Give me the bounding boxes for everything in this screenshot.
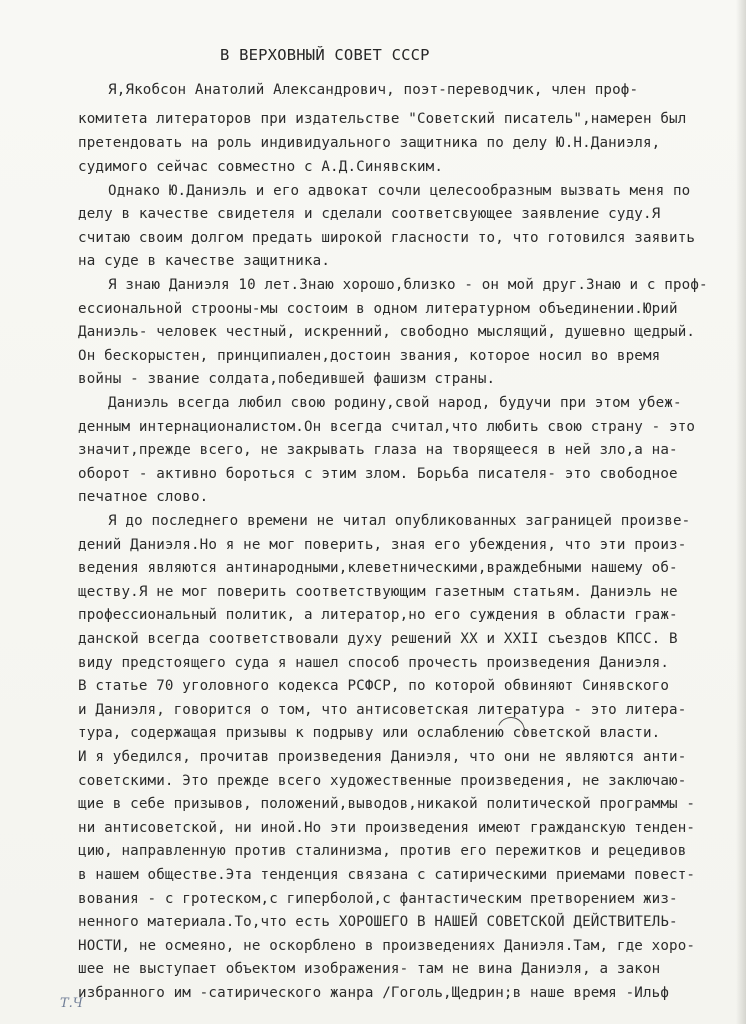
text-line: шее не выступает объектом изображения- там не вина Даниэля, а закон — [78, 961, 661, 977]
text-line: Он бескорыстен, принципиален,достоин звания, которое носил во время — [78, 348, 661, 364]
text-line: вования - с гротеском,с гиперболой,с фантастическим претворением жиз- — [78, 891, 678, 907]
text-line: Даниэль всегда любил свою родину,свой народ, будучи при этом убеж- — [108, 395, 682, 411]
text-line: считаю своим долгом предать широкой гласности то, что готовился заявить — [78, 230, 696, 246]
text-line: на суде в качестве защитника. — [78, 253, 331, 269]
handwritten-signature: Т.Ч — [60, 996, 83, 1011]
text-line: делу в качестве свидетеля и сделали соответсвующее заявление суду.Я — [78, 206, 661, 222]
text-line: профессиональный политик, а литератор,но его суждения в области граж- — [78, 607, 678, 623]
text-line: комитета литераторов при издательстве "Советский писатель",намерен был — [78, 111, 687, 127]
text-line: ведения являются антинародными,клеветническими,враждебными нашему об- — [78, 560, 678, 576]
text-line: Я,Якобсон Анатолий Александрович, поэт-переводчик, член проф- — [108, 82, 639, 98]
text-line: ни антисоветской, ни иной.Но эти произведения имеют гражданскую тенден- — [78, 820, 696, 836]
text-line: тура, содержащая призывы к подрыву или ослаблению советской власти. — [78, 725, 661, 741]
text-line: и Даниэля, говорится о том, что антисоветская литература - это литера- — [78, 702, 687, 718]
text-line: дений Даниэля.Но я не мог поверить, зная его убеждения, что эти произ- — [78, 537, 687, 553]
text-line: войны - звание солдата,победившей фашизм страны. — [78, 371, 496, 387]
text-line: в нашем обществе.Эта тенденция связана с сатирическими приемами повест- — [78, 867, 696, 883]
text-line: цию, направленную против сталинизма, против его пережитков и рецедивов — [78, 843, 687, 859]
text-line: виду предстоящего суда я нашел способ прочесть произведения Даниэля. — [78, 655, 670, 671]
text-line: советскими. Это прежде всего художественные произведения, не заключаю- — [78, 773, 687, 789]
text-line: ненного материала.То,что есть ХОРОШЕГО В НАШЕЙ СОВЕТСКОЙ ДЕЙСТВИТЕЛЬ- — [78, 914, 678, 930]
text-line: НОСТИ, не осмеяно, не оскорблено в произведениях Даниэля.Там, где хоро- — [78, 938, 696, 954]
text-line: В статье 70 уголовного кодекса РСФСР, по которой обвиняют Синявского — [78, 678, 670, 694]
text-line: значит,прежде всего, не закрывать глаза на творящееся в ней зло,а на- — [78, 442, 678, 458]
text-line: Однако Ю.Даниэль и его адвокат сочли целесообразным вызвать меня по — [108, 183, 691, 199]
text-line: ществу.Я не мог поверить соответствующим газетным статьям. Даниэль не — [78, 584, 678, 600]
text-line: ессиональной строоны-мы состоим в одном литературном объединении.Юрий — [78, 301, 678, 317]
page-edge-shadow — [736, 0, 746, 1024]
document-title: В ВЕРХОВНЫЙ СОВЕТ СССР — [220, 46, 430, 64]
text-line: судимого сейчас совместно с А.Д.Синявским. — [78, 159, 444, 175]
text-line: Я знаю Даниэля 10 лет.Знаю хорошо,близко - он мой друг.Знаю и с проф- — [108, 277, 708, 293]
text-line: претендовать на роль индивидуального защитника по делу Ю.Н.Даниэля, — [78, 135, 661, 151]
text-line: Даниэль- человек честный, искренний, свободно мыслящий, душевно щедрый. — [78, 324, 696, 340]
text-line: данской всегда соответствовали духу решений XX и XXII съездов КПСС. В — [78, 631, 678, 647]
text-line: денным интернационалистом.Он всегда считал,что любить свою страну - это — [78, 419, 696, 435]
text-line: печатное слово. — [78, 489, 209, 505]
text-line: Я до последнего времени не читал опубликованных заграницей произве- — [108, 513, 691, 529]
text-line: И я убедился, прочитав произведения Даниэля, что они не являются анти- — [78, 749, 687, 765]
text-line: избранного им -сатирического жанра /Гоголь,Щедрин;в наше время -Ильф — [78, 985, 670, 1001]
text-line: щие в себе призывов, положений,выводов,никакой политической программы - — [78, 796, 696, 812]
text-line: оборот - активно бороться с этим злом. Борьба писателя- это свободное — [78, 466, 678, 482]
